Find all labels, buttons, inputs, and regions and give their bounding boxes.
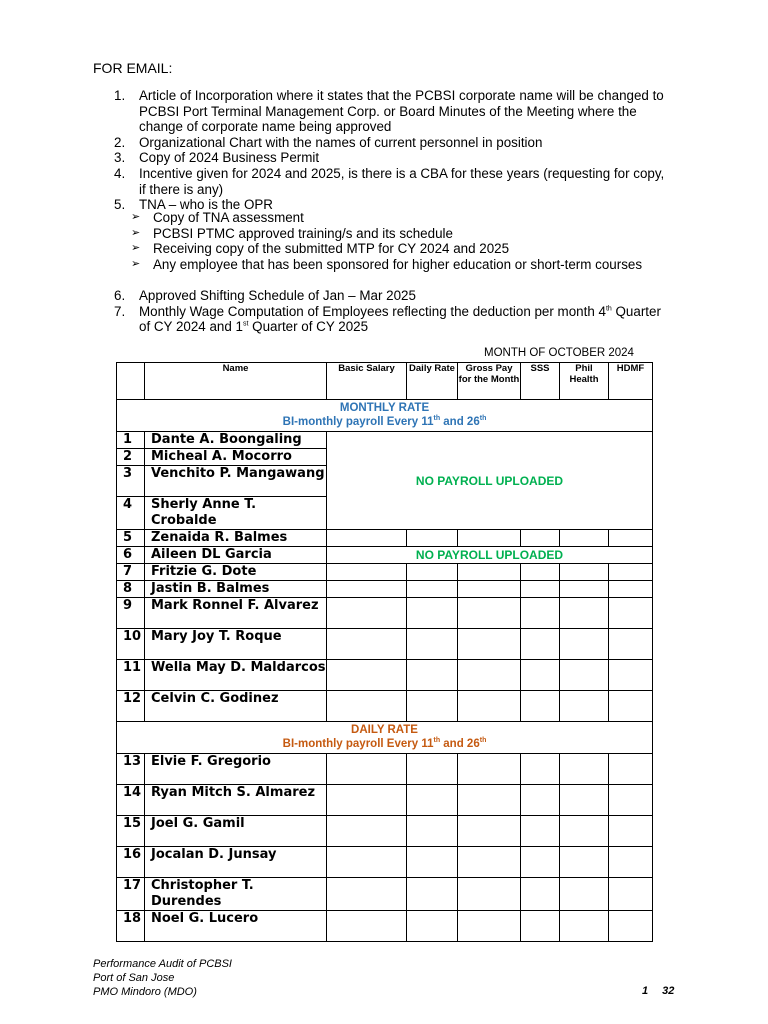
sss-cell	[521, 564, 560, 581]
section-subtitle: BI-monthly payroll Every 11th and 26th	[282, 737, 487, 750]
table-row	[117, 564, 653, 581]
section-monthly-rate	[117, 400, 653, 432]
employee-name: Aileen DL Garcia	[145, 547, 327, 564]
philhealth-cell	[560, 785, 609, 816]
basic-salary-cell	[327, 911, 407, 942]
gross-pay-cell	[458, 530, 521, 547]
hdmf-cell	[609, 598, 653, 629]
daily-rate-cell	[407, 598, 458, 629]
philhealth-cell	[560, 754, 609, 785]
employee-name: Dante A. Boongaling	[145, 432, 327, 449]
table-row	[117, 785, 653, 816]
daily-rate-cell	[407, 629, 458, 660]
payroll-table	[116, 362, 653, 942]
table-row	[117, 598, 653, 629]
employee-name: Venchito P. Mangawang	[145, 466, 327, 497]
footer-line: PMO Mindoro (MDO)	[93, 986, 197, 998]
no-payroll-label: NO PAYROLL UPLOADED	[327, 547, 653, 564]
employee-name: Fritzie G. Dote	[145, 564, 327, 581]
hdmf-cell	[609, 691, 653, 722]
list-item: 3. Copy of 2024 Business Permit	[114, 150, 320, 166]
row-number: 1	[117, 432, 145, 449]
hdmf-cell	[609, 878, 653, 911]
row-number: 5	[117, 530, 145, 547]
tna-sublist	[93, 210, 673, 272]
hdmf-cell	[609, 530, 653, 547]
basic-salary-cell	[327, 847, 407, 878]
table-row	[117, 530, 653, 547]
row-number: 3	[117, 466, 145, 497]
sss-cell	[521, 660, 560, 691]
table-row	[117, 547, 653, 564]
basic-salary-cell	[327, 691, 407, 722]
employee-name: Mark Ronnel F. Alvarez	[145, 598, 327, 629]
philhealth-cell	[560, 816, 609, 847]
gross-pay-cell	[458, 754, 521, 785]
gross-pay-cell	[458, 598, 521, 629]
gross-pay-cell	[458, 629, 521, 660]
hdmf-cell	[609, 629, 653, 660]
no-payroll-label: NO PAYROLL UPLOADED	[327, 432, 653, 530]
hdmf-cell	[609, 785, 653, 816]
gross-pay-cell	[458, 785, 521, 816]
section-title: MONTHLY RATE	[339, 402, 430, 414]
header-gross-pay: Gross Pay for the Month	[458, 363, 521, 400]
employee-name: Jastin B. Balmes	[145, 581, 327, 598]
row-number: 18	[117, 911, 145, 942]
header-philhealth: Phil Health	[560, 363, 609, 400]
hdmf-cell	[609, 564, 653, 581]
sss-cell	[521, 691, 560, 722]
hdmf-cell	[609, 911, 653, 942]
hdmf-cell	[609, 754, 653, 785]
sss-cell	[521, 598, 560, 629]
row-number: 8	[117, 581, 145, 598]
table-row	[117, 581, 653, 598]
hdmf-cell	[609, 660, 653, 691]
gross-pay-cell	[458, 911, 521, 942]
row-number: 15	[117, 816, 145, 847]
table-row	[117, 847, 653, 878]
requirements-list-cont	[93, 288, 673, 335]
table-row	[117, 629, 653, 660]
sss-cell	[521, 530, 560, 547]
gross-pay-cell	[458, 691, 521, 722]
page-number: 1 32	[642, 985, 675, 997]
basic-salary-cell	[327, 660, 407, 691]
sss-cell	[521, 816, 560, 847]
gross-pay-cell	[458, 816, 521, 847]
row-number: 16	[117, 847, 145, 878]
employee-name: Zenaida R. Balmes	[145, 530, 327, 547]
row-number: 9	[117, 598, 145, 629]
daily-rate-cell	[407, 691, 458, 722]
basic-salary-cell	[327, 785, 407, 816]
header-basic-salary: Basic Salary	[327, 363, 407, 400]
employee-name: Ryan Mitch S. Almarez	[145, 785, 327, 816]
sss-cell	[521, 878, 560, 911]
daily-rate-cell	[407, 581, 458, 598]
row-number: 4	[117, 497, 145, 530]
footer	[93, 957, 232, 999]
list-item: 2. Organizational Chart with the names of current personnel in position	[114, 134, 543, 150]
sss-cell	[521, 754, 560, 785]
gross-pay-cell	[458, 564, 521, 581]
row-number: 7	[117, 564, 145, 581]
gross-pay-cell	[458, 581, 521, 598]
sss-cell	[521, 629, 560, 660]
row-number: 2	[117, 449, 145, 466]
sss-cell	[521, 847, 560, 878]
row-number: 13	[117, 754, 145, 785]
table-row	[117, 660, 653, 691]
table-row	[117, 691, 653, 722]
basic-salary-cell	[327, 530, 407, 547]
philhealth-cell	[560, 911, 609, 942]
row-number: 6	[117, 547, 145, 564]
hdmf-cell	[609, 581, 653, 598]
list-item: 1. Article of Incorporation where it states that the PCBSI corporate name will be changed to PCBSI Port Terminal Management Corp. or Board Minutes of the Meeting where the change of corporate name being approved	[114, 88, 664, 135]
daily-rate-cell	[407, 911, 458, 942]
arrow-bullet-icon: ➢	[131, 242, 141, 255]
philhealth-cell	[560, 598, 609, 629]
month-label: MONTH OF OCTOBER 2024	[484, 347, 634, 359]
table-row	[117, 911, 653, 942]
row-number: 11	[117, 660, 145, 691]
arrow-bullet-icon: ➢	[131, 226, 141, 239]
sss-cell	[521, 581, 560, 598]
basic-salary-cell	[327, 816, 407, 847]
footer-line: Port of San Jose	[93, 972, 175, 984]
header-hdmf: HDMF	[609, 363, 653, 400]
daily-rate-cell	[407, 847, 458, 878]
gross-pay-cell	[458, 847, 521, 878]
row-number: 12	[117, 691, 145, 722]
gross-pay-cell	[458, 660, 521, 691]
section-title: DAILY RATE	[351, 724, 418, 736]
philhealth-cell	[560, 564, 609, 581]
hdmf-cell	[609, 816, 653, 847]
header-name: Name	[145, 363, 327, 400]
table-row	[117, 816, 653, 847]
sss-cell	[521, 911, 560, 942]
list-item: 4. Incentive given for 2024 and 2025, is there is a CBA for these years (requesting for copy, if there is any)	[114, 165, 665, 197]
row-number: 17	[117, 878, 145, 911]
header-no	[117, 363, 145, 400]
list-item: ➢ Any employee that has been sponsored for higher education or short-term courses	[131, 256, 643, 272]
philhealth-cell	[560, 878, 609, 911]
list-item: 5. TNA – who is the OPR	[114, 197, 273, 213]
arrow-bullet-icon: ➢	[131, 257, 141, 270]
sss-cell	[521, 785, 560, 816]
basic-salary-cell	[327, 581, 407, 598]
email-heading: FOR EMAIL:	[93, 60, 173, 76]
basic-salary-cell	[327, 754, 407, 785]
row-number: 14	[117, 785, 145, 816]
header-sss: SSS	[521, 363, 560, 400]
section-subtitle: BI-monthly payroll Every 11th and 26th	[282, 415, 487, 428]
philhealth-cell	[560, 629, 609, 660]
list-item: ➢ Copy of TNA assessment	[131, 210, 304, 225]
employee-name: Mary Joy T. Roque	[145, 629, 327, 660]
employee-name: Wella May D. Maldarcos	[145, 660, 327, 691]
philhealth-cell	[560, 847, 609, 878]
section-daily-rate	[117, 722, 653, 754]
employee-name: Christopher T. Durendes	[145, 878, 327, 911]
list-item: 7. Monthly Wage Computation of Employees reflecting the deduction per month 4th Quarter of CY 2024 and 1st Quarter of CY 2025	[114, 303, 661, 335]
table-row	[117, 754, 653, 785]
employee-name: Celvin C. Godinez	[145, 691, 327, 722]
table-row	[117, 878, 653, 911]
employee-name: Elvie F. Gregorio	[145, 754, 327, 785]
daily-rate-cell	[407, 878, 458, 911]
employee-name: Micheal A. Mocorro	[145, 449, 327, 466]
header-daily-rate: Daily Rate	[407, 363, 458, 400]
daily-rate-cell	[407, 816, 458, 847]
daily-rate-cell	[407, 785, 458, 816]
philhealth-cell	[560, 660, 609, 691]
basic-salary-cell	[327, 598, 407, 629]
arrow-bullet-icon: ➢	[131, 211, 141, 223]
philhealth-cell	[560, 691, 609, 722]
basic-salary-cell	[327, 629, 407, 660]
table-row	[117, 432, 653, 449]
list-item: ➢ PCBSI PTMC approved training/s and its schedule	[131, 225, 453, 241]
employee-name: Joel G. Gamil	[145, 816, 327, 847]
basic-salary-cell	[327, 564, 407, 581]
employee-name: Noel G. Lucero	[145, 911, 327, 942]
hdmf-cell	[609, 847, 653, 878]
daily-rate-cell	[407, 564, 458, 581]
philhealth-cell	[560, 581, 609, 598]
footer-line: Performance Audit of PCBSI	[93, 958, 232, 970]
employee-name: Jocalan D. Junsay	[145, 847, 327, 878]
daily-rate-cell	[407, 530, 458, 547]
gross-pay-cell	[458, 878, 521, 911]
philhealth-cell	[560, 530, 609, 547]
list-item: ➢ Receiving copy of the submitted MTP for CY 2024 and 2025	[131, 241, 510, 257]
requirements-list	[93, 88, 673, 213]
list-item: 6. Approved Shifting Schedule of Jan – Mar 2025	[114, 288, 416, 303]
row-number: 10	[117, 629, 145, 660]
employee-name: Sherly Anne T. Crobalde	[145, 497, 327, 530]
table-header-row	[117, 363, 653, 400]
basic-salary-cell	[327, 878, 407, 911]
daily-rate-cell	[407, 660, 458, 691]
daily-rate-cell	[407, 754, 458, 785]
